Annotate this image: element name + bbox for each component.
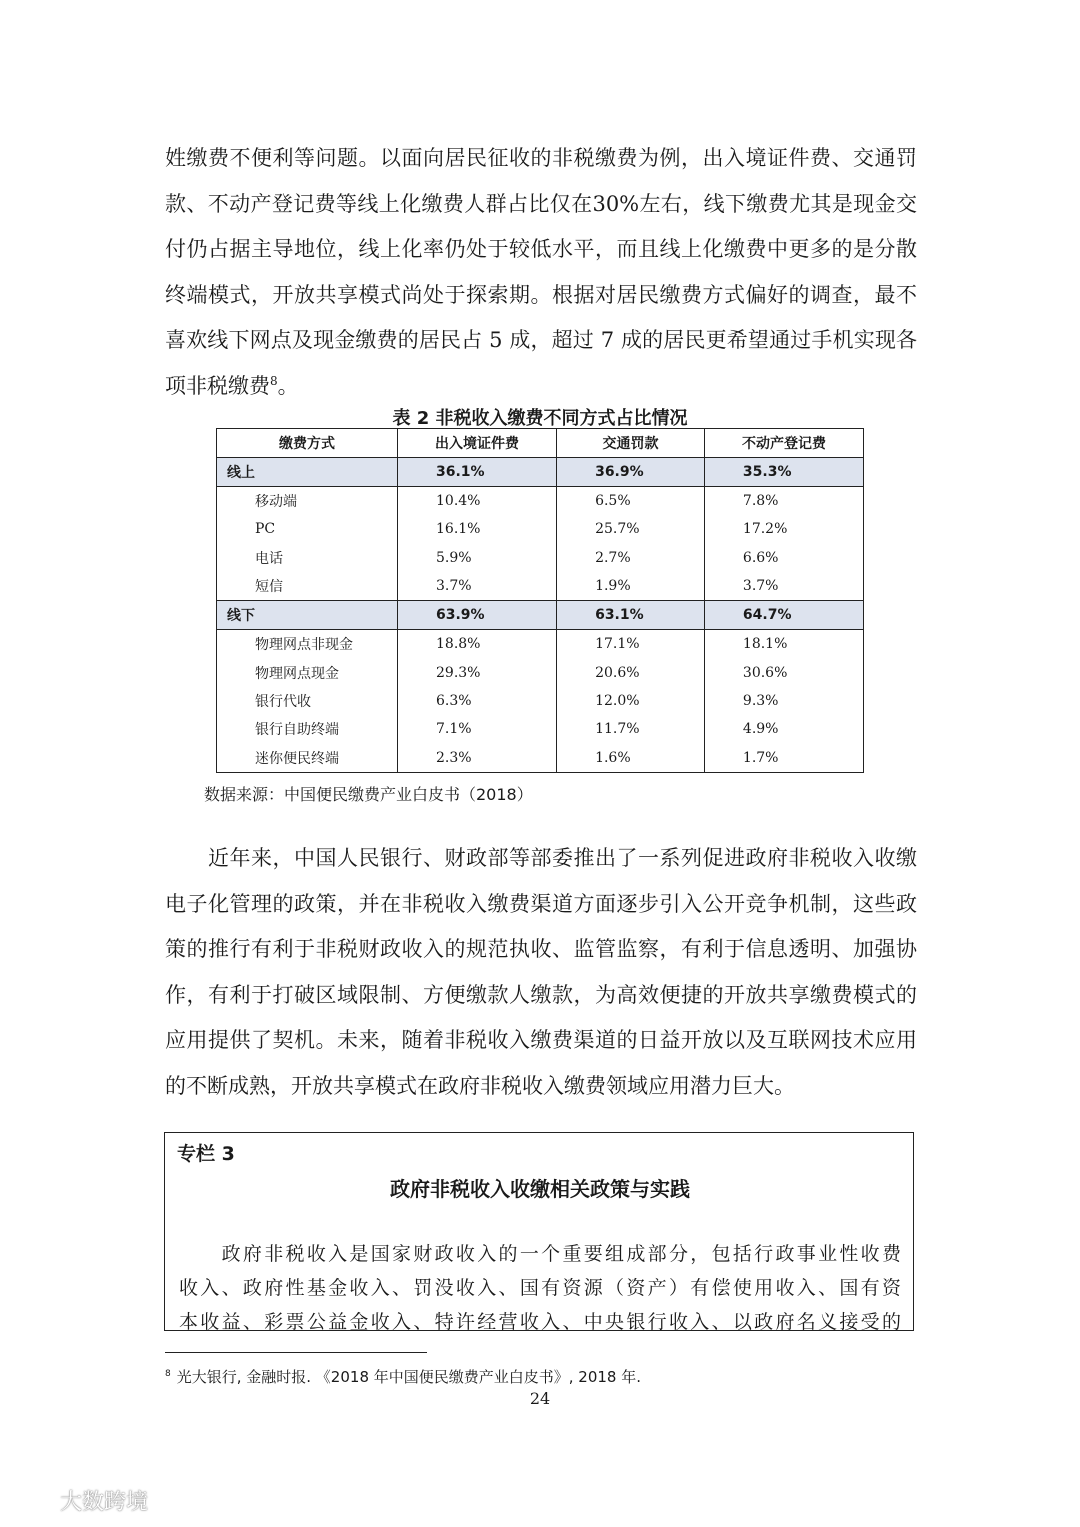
text-line: 策的推行有利于非税财政收入的规范执收、监管监察，有利于信息透明、加强协: [165, 937, 917, 961]
table-cell: 2.3%: [398, 743, 557, 772]
table-cell: 4.9%: [704, 715, 863, 743]
footnote: [165, 1366, 641, 1387]
watermark: [14, 1485, 148, 1516]
text-line: 终端模式，开放共享模式尚处于探索期。根据对居民缴费方式偏好的调查，最不: [165, 282, 917, 307]
table-source: 数据来源：中国便民缴费产业白皮书（2018）: [204, 785, 533, 804]
row-label: PC: [217, 515, 398, 543]
table-cell: 20.6%: [557, 658, 705, 686]
table-row: [217, 715, 864, 743]
text-line: 作，有利于打破区域限制、方便缴款人缴款，为高效便捷的开放共享缴费模式的: [165, 982, 917, 1007]
table-cell: 10.4%: [398, 487, 557, 516]
table-cell: 3.7%: [704, 572, 863, 601]
table-cell: 18.8%: [398, 630, 557, 659]
table-cell: 17.2%: [704, 515, 863, 543]
table-row: [217, 658, 864, 686]
column-header: 交通罚款: [557, 429, 705, 458]
row-label: 银行自助终端: [217, 715, 398, 743]
table-cell: 7.8%: [704, 487, 863, 516]
footnote-ref[interactable]: 8: [270, 373, 278, 388]
column-box-title: 政府非税收入收缴相关政策与实践: [390, 1177, 690, 1201]
column-box: [164, 1132, 914, 1331]
table-cell: 25.7%: [557, 515, 705, 543]
table-cell: 12.0%: [557, 687, 705, 715]
text-line: 本收益、彩票公益金收入、特许经营收入、中央银行收入、以政府名义接受的: [179, 1311, 901, 1331]
table-cell: 6.6%: [704, 544, 863, 572]
table-cell: 17.1%: [557, 630, 705, 659]
table-row: [217, 572, 864, 601]
table-cell: 30.6%: [704, 658, 863, 686]
table-row: [217, 544, 864, 572]
text-line: 项非税缴费$^8$。: [165, 373, 299, 398]
text-line: 政府非税收入是国家财政收入的一个重要组成部分，包括行政事业性收费: [179, 1243, 901, 1265]
intro-paragraph: [165, 136, 917, 409]
table-cell: 63.1%: [557, 601, 705, 630]
page-number: 24: [529, 1389, 551, 1408]
table-cell: 36.9%: [557, 458, 705, 487]
text-line: 近年来，中国人民银行、财政部等部委推出了一系列促进政府非税收入收缴: [165, 846, 917, 870]
row-label: 银行代收: [217, 687, 398, 715]
table-row: [217, 687, 864, 715]
table-cell: 16.1%: [398, 515, 557, 543]
column-header: 出入境证件费: [398, 429, 557, 458]
table-row: [217, 630, 864, 659]
footnote-text: 光大银行, 金融时报. 《2018 年中国便民缴费产业白皮书》, 2018 年.: [176, 1368, 641, 1386]
text-line: 款、不动产登记费等线上化缴费人群占比仅在30%左右，线下缴费尤其是现金交: [165, 191, 917, 216]
chat-bubble-icon: [14, 1489, 54, 1513]
row-label: 迷你便民终端: [217, 743, 398, 772]
text-line: 应用提供了契机。未来，随着非税收入缴费渠道的日益开放以及互联网技术应用: [165, 1028, 917, 1052]
table-cell: 9.3%: [704, 687, 863, 715]
table-cell: 3.7%: [398, 572, 557, 601]
table-cell: 63.9%: [398, 601, 557, 630]
table-cell: 6.5%: [557, 487, 705, 516]
policy-paragraph: [165, 836, 917, 1109]
table-cell: 2.7%: [557, 544, 705, 572]
table-cell: 18.1%: [704, 630, 863, 659]
row-label: 物理网点非现金: [217, 630, 398, 659]
table-row: [217, 487, 864, 516]
table-cell: 1.9%: [557, 572, 705, 601]
table-cell: 29.3%: [398, 658, 557, 686]
table-cell: 5.9%: [398, 544, 557, 572]
row-label: 移动端: [217, 487, 398, 516]
column-header: 缴费方式: [217, 429, 398, 458]
watermark-text: 大数跨境: [60, 1490, 149, 1515]
column-box-label: 专栏 3: [177, 1143, 235, 1165]
table-title: 表 2 非税收入缴费不同方式占比情况: [392, 408, 688, 429]
table-cell: 36.1%: [398, 458, 557, 487]
table-row: [217, 743, 864, 772]
text-line: 电子化管理的政策，并在非税收入缴费渠道方面逐步引入公开竞争机制，这些政: [165, 891, 917, 916]
footnote-divider: [165, 1352, 427, 1353]
group-label: 线上: [217, 458, 398, 487]
payment-method-table: [216, 428, 864, 773]
table-cell: 35.3%: [704, 458, 863, 487]
column-box-text: [179, 1237, 901, 1331]
row-label: 短信: [217, 572, 398, 601]
table-header-row: [217, 429, 864, 458]
row-label: 物理网点现金: [217, 658, 398, 686]
table-cell: 6.3%: [398, 687, 557, 715]
table-cell: 64.7%: [704, 601, 863, 630]
table-cell: 11.7%: [557, 715, 705, 743]
text-line: 付仍占据主导地位，线上化率仍处于较低水平，而且线上化缴费中更多的是分散: [165, 237, 917, 261]
group-row-offline: [217, 601, 864, 630]
table-row: [217, 515, 864, 543]
table-cell: 1.7%: [704, 743, 863, 772]
text-line: 收入、政府性基金收入、罚没收入、国有资源（资产）有偿使用收入、国有资: [179, 1277, 901, 1299]
column-header: 不动产登记费: [704, 429, 863, 458]
text-line: 姓缴费不便利等问题。以面向居民征收的非税缴费为例，出入境证件费、交通罚: [165, 146, 917, 170]
text-line: 的不断成熟，开放共享模式在政府非税收入缴费领域应用潜力巨大。: [165, 1073, 795, 1098]
table-cell: 7.1%: [398, 715, 557, 743]
group-row-online: [217, 458, 864, 487]
row-label: 电话: [217, 544, 398, 572]
footnote-mark: 8: [165, 1369, 171, 1379]
group-label: 线下: [217, 601, 398, 630]
table-cell: 1.6%: [557, 743, 705, 772]
text-line: 喜欢线下网点及现金缴费的居民占 5 成，超过 7 成的居民更希望通过手机实现各: [165, 328, 917, 352]
